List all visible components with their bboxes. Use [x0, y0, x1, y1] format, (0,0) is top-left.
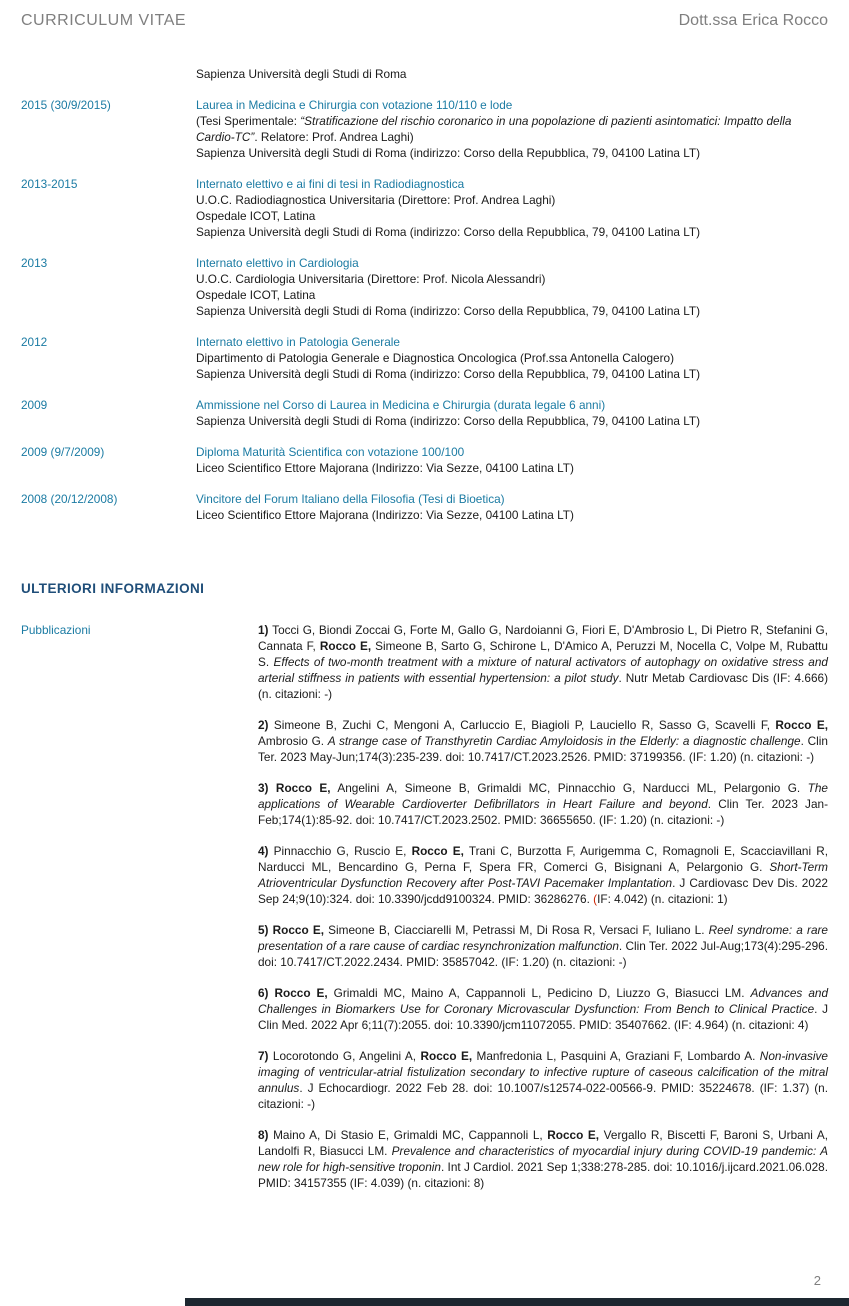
text-segment: Manfredonia L, Pasquini A, Graziani F, Lombardo A. [472, 1049, 760, 1063]
text-segment: Locorotondo G, Angelini A, [272, 1049, 421, 1063]
text-segment: The applications of Wearable Cardioverter Defibrillators in Heart Failure and beyond [258, 781, 828, 811]
education-entry [21, 176, 828, 240]
entry-content [196, 97, 828, 161]
text-segment: Internato elettivo in Patologia Generale [196, 335, 400, 349]
text-segment: (Tesi Sperimentale: [196, 114, 301, 128]
publication-item [258, 780, 828, 828]
text-segment: . J Cardiovasc Dev Dis. 2022 Sep 24;9(10):324. doi: 10.3390/jcdd9100324. PMID: 36286276. [258, 876, 828, 906]
entry-title [196, 97, 826, 113]
text-segment: Internato elettivo e ai fini di tesi in Radiodiagnostica [196, 177, 465, 191]
text-segment: Sapienza Università degli Studi di Roma [196, 67, 407, 81]
text-segment: Tocci G, Biondi Zoccai G, Forte M, Gallo G, Nardoianni G, Fiori E, D'Ambrosio L, Di Pietro R, Stefanini G, Cannata F, [258, 623, 828, 653]
text-segment: Laurea in Medicina e Chirurgia con votazione 110/110 e lode [196, 98, 513, 112]
publications-list [258, 622, 828, 1206]
entry-line [196, 113, 826, 145]
text-segment: Internato elettivo in Cardiologia [196, 256, 359, 270]
footer-bar [185, 1298, 849, 1306]
text-segment: Ambrosio G. [258, 734, 328, 748]
text-segment: A strange case of Transthyretin Cardiac Amyloidosis in the Elderly: a diagnostic challenge [327, 734, 801, 748]
text-segment: Rocco E, [411, 844, 464, 858]
text-segment: 7) [258, 1049, 273, 1063]
text-segment: 2) [258, 718, 274, 732]
text-segment: Rocco E, [319, 639, 372, 653]
publication-item [258, 1048, 828, 1112]
page-number: 2 [813, 1273, 821, 1288]
entry-line [196, 507, 826, 523]
entry-content [196, 397, 828, 429]
text-segment: Sapienza Università degli Studi di Roma (indirizzo: Corso della Repubblica, 79, 04100 Latina LT) [196, 225, 701, 239]
text-segment: Simeone B, Ciacciarelli M, Petrassi M, Di Rosa R, Versaci F, Iuliano L. [324, 923, 709, 937]
text-segment: 6) Rocco E, [258, 986, 328, 1000]
entry-content [196, 491, 828, 523]
text-segment: Trani C, Burzotta F, Aurigemma C, Romagnoli E, Scacciavillani R, Narducci ML, Bencardino G, Perna F, Spera FR, Comerci G, Bisignani A, Pelargonio G. [258, 844, 829, 874]
text-segment: Ospedale ICOT, Latina [196, 288, 316, 302]
entry-line [196, 303, 826, 319]
entry-title [196, 491, 826, 507]
text-segment: Rocco E, [547, 1128, 600, 1142]
entry-title [196, 444, 826, 460]
entry-date: 2015 (30/9/2015) [21, 98, 111, 112]
entry-title [196, 334, 826, 350]
text-segment: Diploma Maturità Scientifica con votazione 100/100 [196, 445, 465, 459]
entry-title [196, 176, 826, 192]
entry-line [196, 145, 826, 161]
text-segment: Simeone B, Zuchi C, Mengoni A, Carluccio E, Biagioli P, Lauciello R, Sasso G, Scavelli F, [273, 718, 776, 732]
publication-item [258, 843, 828, 907]
text-segment: Ospedale ICOT, Latina [196, 209, 316, 223]
text-segment: 1) [258, 623, 273, 637]
text-segment: Sapienza Università degli Studi di Roma (indirizzo: Corso della Repubblica, 79, 04100 Latina LT) [196, 146, 701, 160]
text-segment: Simeone B, Sarto G, Schirone L, D'Amico A, Peruzzi M, Nocella C, Volpe M, Rubattu S. [258, 639, 828, 669]
text-segment: Non-invasive imaging of ventricular-atrial fistulization secondary to infective rupture of caseous calcification of the mitral annulus [258, 1049, 828, 1095]
entry-date: 2009 (9/7/2009) [21, 445, 105, 459]
entry-line [196, 192, 826, 208]
text-segment: Effects of two-month treatment with a mixture of natural activators of autophagy on oxidative stress and arterial stiffness in patients with essential hypertension: a pilot study [258, 655, 828, 685]
text-segment: Maino A, Di Stasio E, Grimaldi MC, Cappannoli L, [273, 1128, 548, 1142]
publications-section [21, 622, 828, 1206]
text-segment: Grimaldi MC, Maino A, Cappannoli L, Pedicino D, Liuzzo G, Biasucci LM. [327, 986, 751, 1000]
text-segment: Rocco E, [420, 1049, 473, 1063]
entry-line [196, 224, 826, 240]
text-segment: IF: 4.042) (n. citazioni: 1) [597, 892, 728, 906]
entry-line [196, 413, 826, 429]
entry-title [196, 255, 826, 271]
publication-item [258, 1127, 828, 1191]
entry-line [196, 350, 826, 366]
text-segment: Liceo Scientifico Ettore Majorana (Indirizzo: Via Sezze, 04100 Latina LT) [196, 461, 574, 475]
document-title: CURRICULUM VITAE [21, 12, 187, 29]
publication-item [258, 717, 828, 765]
education-entry [21, 491, 828, 523]
text-segment: U.O.C. Radiodiagnostica Universitaria (Direttore: Prof. Andrea Laghi) [196, 193, 556, 207]
text-segment: Sapienza Università degli Studi di Roma (indirizzo: Corso della Repubblica, 79, 04100 Latina LT) [196, 414, 701, 428]
entry-line [196, 287, 826, 303]
publication-item [258, 985, 828, 1033]
text-segment: Sapienza Università degli Studi di Roma (indirizzo: Corso della Repubblica, 79, 04100 Latina LT) [196, 367, 701, 381]
text-segment: Sapienza Università degli Studi di Roma (indirizzo: Corso della Repubblica, 79, 04100 Latina LT) [196, 304, 701, 318]
education-entry [21, 97, 828, 161]
entry-content [196, 176, 828, 240]
text-segment: . Clin Ter. 2022 Jul-Aug;173(4):295-296. doi: 10.7417/CT.2022.2434. PMID: 35857042. (IF: 1.20) (n. citazioni: -) [258, 939, 828, 969]
text-segment: Angelini A, Simeone B, Grimaldi MC, Pinnacchio G, Narducci ML, Pelargonio G. [330, 781, 808, 795]
education-entry [21, 66, 828, 82]
text-segment: 4) [258, 844, 274, 858]
entry-date [21, 66, 196, 82]
publication-item [258, 622, 828, 702]
text-segment: . Nutr Metab Cardiovasc Dis (IF: 4.666) (n. citazioni: -) [258, 671, 828, 701]
text-segment: Rocco E, [775, 718, 828, 732]
text-segment: . Int J Cardiol. 2021 Sep 1;338:278-285. doi: 10.1016/j.ijcard.2021.06.028. PMID: 34157355 (IF: 4.039) (n. citazioni: 8) [258, 1160, 828, 1190]
entry-title [196, 397, 826, 413]
text-segment: . J Clin Med. 2022 Apr 6;11(7):2055. doi: 10.3390/jcm11072055. PMID: 35407662. (IF: 4.964) (n. citazioni: 4) [258, 1002, 828, 1032]
text-segment: . Clin Ter. 2023 May-Jun;174(3):235-239. doi: 10.7417/CT.2023.2526. PMID: 37199356. (IF: 1.20) (n. citazioni: -) [258, 734, 828, 764]
text-segment: Ammissione nel Corso di Laurea in Medicina e Chirurgia (durata legale 6 anni) [196, 398, 606, 412]
entry-content [196, 255, 828, 319]
entry-content [196, 444, 828, 476]
text-segment: Vincitore del Forum Italiano della Filosofia (Tesi di Bioetica) [196, 492, 505, 506]
text-segment: Dipartimento di Patologia Generale e Diagnostica Oncologica (Prof.ssa Antonella Calogero) [196, 351, 675, 365]
education-entry [21, 444, 828, 476]
text-segment: . Relatore: Prof. Andrea Laghi) [254, 130, 414, 144]
text-segment: 8) [258, 1128, 274, 1142]
entry-date: 2013 [21, 256, 48, 270]
entry-content [196, 66, 828, 82]
education-entry [21, 334, 828, 382]
entry-line [196, 366, 826, 382]
text-segment: ( [593, 892, 598, 906]
entry-date: 2013-2015 [21, 177, 78, 191]
text-segment: Prevalence and characteristics of myocardial injury during COVID-19 pandemic: A new role for high-sensitive troponin [258, 1144, 828, 1174]
text-segment: Pinnacchio G, Ruscio E, [273, 844, 412, 858]
text-segment: “Stratificazione del rischio coronarico in una popolazione di pazienti asintomatici: Impatto della Cardio-TC” [196, 114, 792, 144]
text-segment: 5) Rocco E, [258, 923, 324, 937]
entry-line [196, 66, 826, 82]
entry-line [196, 271, 826, 287]
text-segment: Advances and Challenges in Biomarkers Use for Coronary Microvascular Dysfunction: From Bench to Clinical Practice [258, 986, 828, 1016]
entry-content [196, 334, 828, 382]
document-header [21, 12, 828, 30]
entry-line [196, 460, 826, 476]
entry-date: 2012 [21, 335, 48, 349]
text-segment: Vergallo R, Biscetti F, Baroni S, Urbani A, Landolfi R, Biasucci LM. [258, 1128, 828, 1158]
education-entry [21, 255, 828, 319]
section-heading-ulteriori-informazioni: ULTERIORI INFORMAZIONI [21, 581, 205, 596]
text-segment: . Clin Ter. 2023 Jan-Feb;174(1):85-92. doi: 10.7417/CT.2023.2502. PMID: 36655650. (IF: 1.20) (n. citazioni: -) [258, 797, 829, 827]
entry-date: 2009 [21, 398, 48, 412]
publications-label: Pubblicazioni [21, 623, 91, 637]
publication-item [258, 922, 828, 970]
text-segment: Short-Term Atrioventricular Dysfunction Recovery after Post-TAVI Pacemaker Implantation [258, 860, 828, 890]
text-segment: Liceo Scientifico Ettore Majorana (Indirizzo: Via Sezze, 04100 Latina LT) [196, 508, 574, 522]
entry-date: 2008 (20/12/2008) [21, 492, 118, 506]
author-name: Dott.ssa Erica Rocco [678, 12, 828, 29]
text-segment: U.O.C. Cardiologia Universitaria (Direttore: Prof. Nicola Alessandri) [196, 272, 546, 286]
education-list [21, 66, 828, 523]
text-segment: 3) Rocco E, [258, 781, 331, 795]
text-segment: Reel syndrome: a rare presentation of a rare cause of cardiac resynchronization malfunction [258, 923, 828, 953]
text-segment: . J Echocardiogr. 2022 Feb 28. doi: 10.1007/s12574-022-00566-9. PMID: 35224678. (IF: 1.37) (n. citazioni: -) [258, 1081, 828, 1111]
entry-line [196, 208, 826, 224]
education-entry [21, 397, 828, 429]
